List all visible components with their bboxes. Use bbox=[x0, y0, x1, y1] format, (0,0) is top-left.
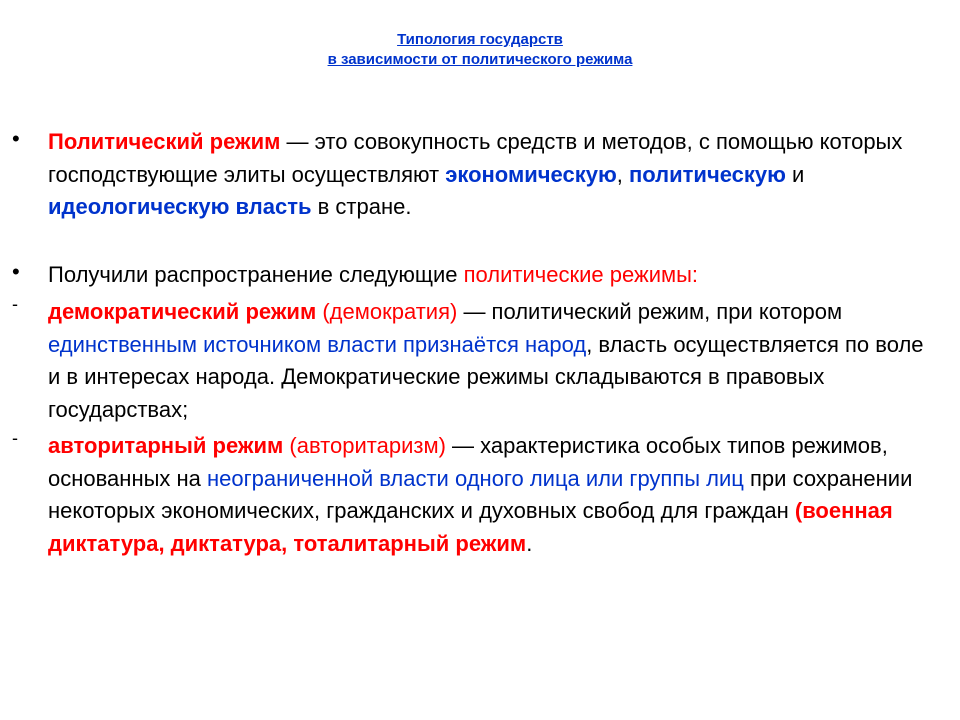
political-term: политическую bbox=[628, 161, 786, 187]
democratic-text-end: , власть осуществляется по воле и в интересах народа. Демократические режимы складываются в правовых государствах; bbox=[48, 331, 924, 422]
people-source-highlight: единственным источником власти признаётся народ bbox=[48, 331, 587, 357]
and-text: и bbox=[785, 161, 805, 187]
unlimited-power-highlight: неограниченной власти одного лица или группы лиц bbox=[207, 465, 744, 491]
title-line-2: в зависимости от политического режима bbox=[327, 51, 633, 68]
title-line-1: Типология государств bbox=[397, 31, 563, 48]
authoritarian-text: — характеристика особых типов режимов, основанных на bbox=[48, 433, 888, 491]
definition-text: — это совокупность средств и методов, с помощью которых господствующие элиты осуществляют bbox=[48, 129, 903, 187]
regimes-intro-paragraph bbox=[48, 259, 928, 292]
dictatorship-examples: (военная диктатура, диктатура, тоталитарный режим bbox=[48, 498, 893, 556]
dash-marker: - bbox=[12, 294, 18, 314]
democratic-regime-paragraph bbox=[48, 296, 928, 426]
ideological-power-term: идеологическую власть bbox=[48, 194, 312, 219]
in-country-text: в стране. bbox=[311, 194, 412, 219]
authoritarian-text-mid: при сохранении некоторых экономических, гражданских и духовных свобод для граждан bbox=[48, 465, 913, 523]
definition-paragraph bbox=[48, 126, 928, 224]
authoritarian-regime-paragraph bbox=[48, 430, 928, 560]
political-regimes-highlight: политические режимы: bbox=[463, 262, 699, 287]
final-period: . bbox=[526, 530, 533, 556]
economic-term: экономическую bbox=[445, 161, 617, 187]
authoritarianism-paren: (авторитаризм) bbox=[283, 433, 446, 458]
democratic-regime-term: демократический режим bbox=[48, 299, 317, 324]
bullet-marker: • bbox=[12, 259, 20, 284]
dash-marker: - bbox=[12, 428, 18, 448]
democracy-paren: (демократия) bbox=[316, 299, 458, 324]
regimes-intro-text: Получили распространение следующие bbox=[48, 262, 464, 287]
political-regime-term: Политический режим bbox=[48, 129, 281, 154]
comma-text: , bbox=[616, 161, 629, 187]
authoritarian-regime-term: авторитарный режим bbox=[48, 433, 284, 458]
democratic-text: — политический режим, при котором bbox=[457, 299, 843, 324]
slide-title bbox=[0, 30, 960, 70]
bullet-marker: • bbox=[12, 126, 20, 151]
